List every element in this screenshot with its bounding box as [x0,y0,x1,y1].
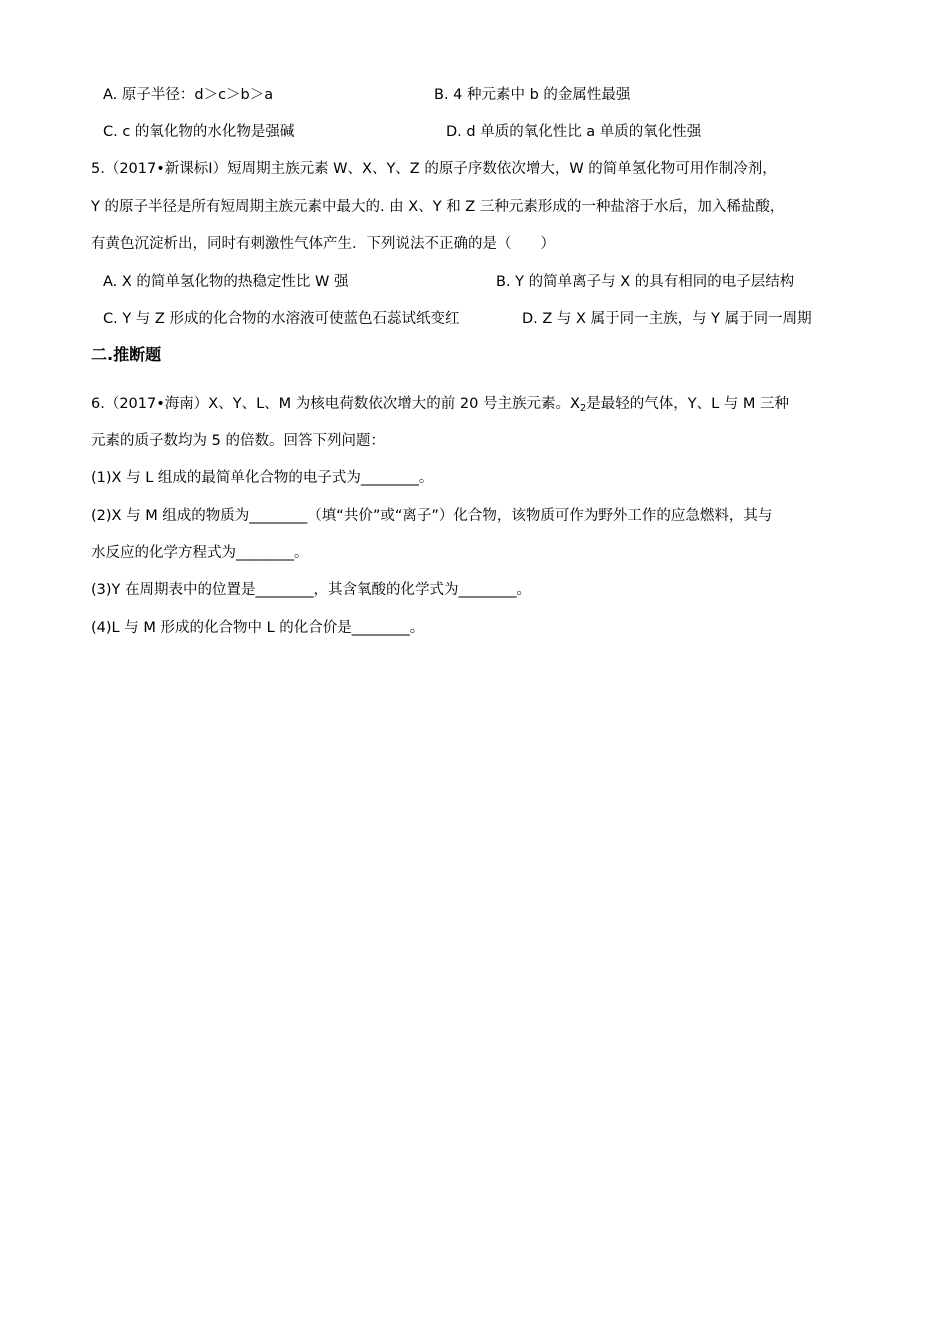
q6-part-2-line-2: 水反应的化学方程式为________。 [91,545,309,561]
q6-stem-line-1 [91,394,862,414]
q5-option-d: D. Z 与 X 属于同一主族，与 Y 属于同一周期 [522,311,812,327]
section-heading-inference: 二.推断题 [91,345,162,364]
q5-option-c: C. Y 与 Z 形成的化合物的水溶液可使蓝色石蕊试纸变红 [103,311,460,327]
q5-option-b: B. Y 的简单离子与 X 的具有相同的电子层结构 [496,274,795,290]
q6-stem-line-1-post: 是最轻的气体，Y、L 与 M 三种 [586,396,790,412]
q5-option-a: A. X 的简单氢化物的热稳定性比 W 强 [103,274,349,290]
q6-part-3: (3)Y 在周期表中的位置是________，其含氧酸的化学式为________。 [91,582,532,598]
q6-subscript: 2 [579,403,587,414]
q5-stem-line-2: Y 的原子半径是所有短周期主族元素中最大的. 由 X、Y 和 Z 三种元素形成的一种盐溶于水后，加入稀盐酸， [91,199,785,215]
q5-stem-line-3: 有黄色沉淀析出，同时有刺激性气体产生．下列说法不正确的是（ ） [91,236,555,252]
q4-option-a: A. 原子半径：d＞c＞b＞a [103,87,274,103]
q4-option-c: C. c 的氧化物的水化物是强碱 [103,124,295,140]
q4-option-b: B. 4 种元素中 b 的金属性最强 [434,87,631,103]
q4-option-d: D. d 单质的氧化性比 a 单质的氧化性强 [446,124,702,140]
q6-stem-line-2: 元素的质子数均为 5 的倍数。回答下列问题： [91,433,385,449]
q6-part-1: (1)X 与 L 组成的最简单化合物的电子式为________。 [91,470,434,486]
q6-part-2-line-1: (2)X 与 M 组成的物质为________（填“共价”或“离子”）化合物，该物质可作为野外工作的应急燃料，其与 [91,508,773,524]
q6-stem-line-1-pre: 6.（2017•海南）X、Y、L、M 为核电荷数依次增大的前 20 号主族元素。X [91,396,580,412]
q6-part-4: (4)L 与 M 形成的化合物中 L 的化合价是________。 [91,620,425,636]
q5-stem-line-1: 5.（2017•新课标Ⅰ）短周期主族元素 W、X、Y、Z 的原子序数依次增大，W 的简单氢化物可用作制冷剂， [91,161,777,177]
